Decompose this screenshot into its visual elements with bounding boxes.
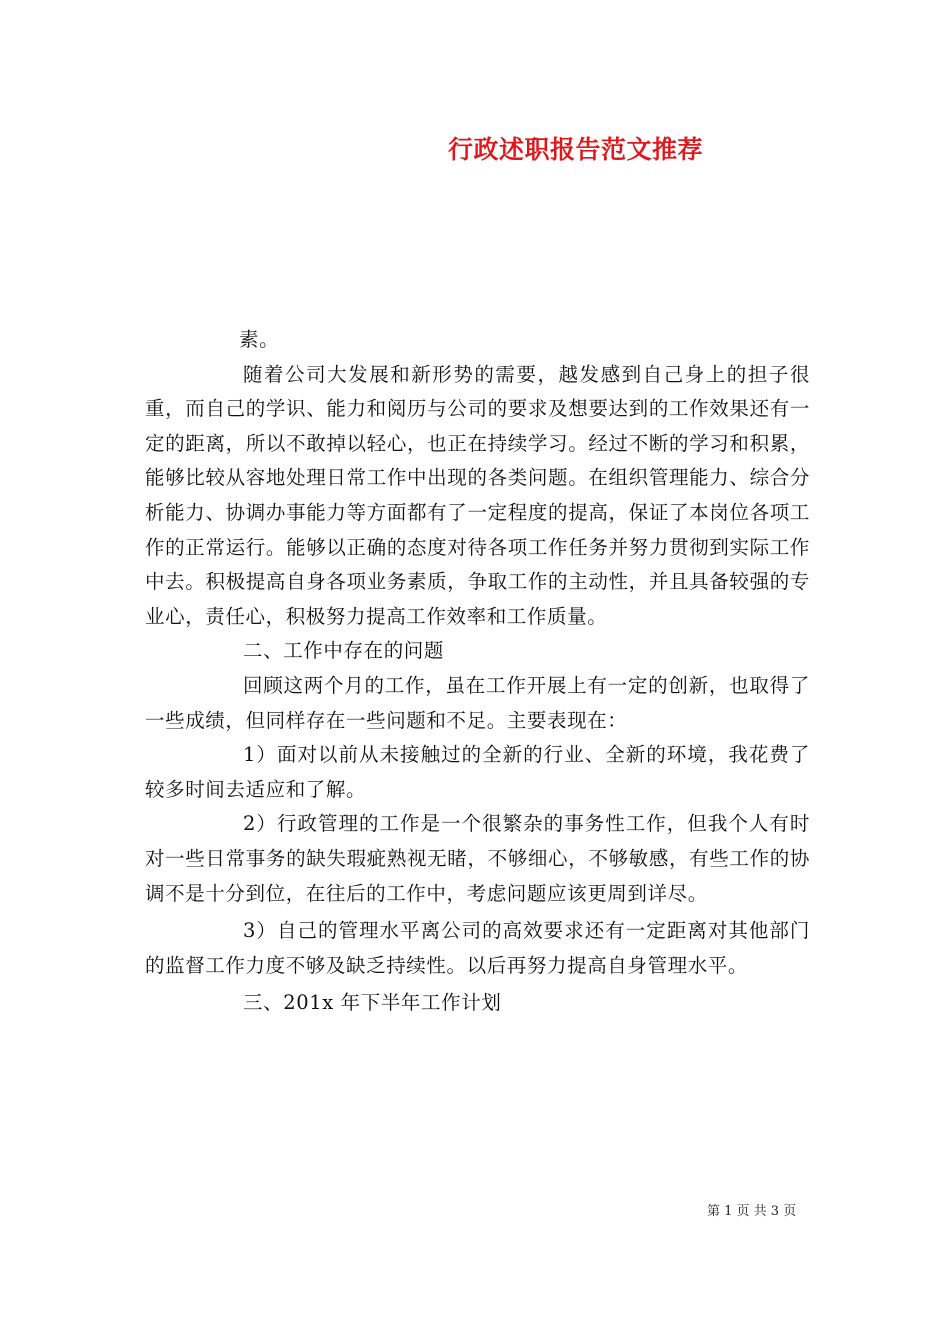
document-body: [145, 323, 810, 1021]
paragraph-continuation: 素。: [239, 328, 280, 351]
paragraph-review: 回顾这两个月的工作，虽在工作开展上有一定的创新，也取得了一些成绩，但同样存在一些问题和不足。主要表现在：: [145, 673, 810, 732]
list-item-2: 2）行政管理的工作是一个很繁杂的事务性工作，但我个人有时对一些日常事务的缺失瑕疵熟视无睹，不够细心，不够敏感，有些工作的协调不是十分到位，在往后的工作中，考虑问题应该更周到详尽。: [145, 812, 810, 905]
document-title: 行政述职报告范文推荐: [448, 135, 704, 164]
section-heading-plan: 三、201x 年下半年工作计划: [243, 991, 502, 1015]
list-item-3: 3）自己的管理水平离公司的高效要求还有一定距离对其他部门的监督工作力度不够及缺乏持续性。以后再努力提高自身管理水平。: [145, 919, 810, 977]
page-footer: 第 1 页 共 3 页: [707, 1204, 797, 1219]
section-heading-problems: 二、工作中存在的问题: [243, 639, 445, 663]
list-item-1: 1）面对以前从未接触过的全新的行业、全新的环境，我花费了较多时间去适应和了解。: [145, 743, 810, 801]
paragraph-development: 随着公司大发展和新形势的需要，越发感到自己身上的担子很重，而自己的学识、能力和阅历与公司的要求及想要达到的工作效果还有一定的距离，所以不敢掉以轻心，也正在持续学习。经过不断的学习和积累，能够比较从容地处理日常工作中出现的各类问题。在组织管理能力、综合分析能力、协调办事能力等方面都有了一定程度的提高，保证了本岗位各项工作的正常运行。能够以正确的态度对待各项工作任务并努力贯彻到实际工作中去。积极提高自身各项业务素质，争取工作的主动性，并且具备较强的专业心，责任心，积极努力提高工作效率和工作质量。: [145, 362, 810, 628]
